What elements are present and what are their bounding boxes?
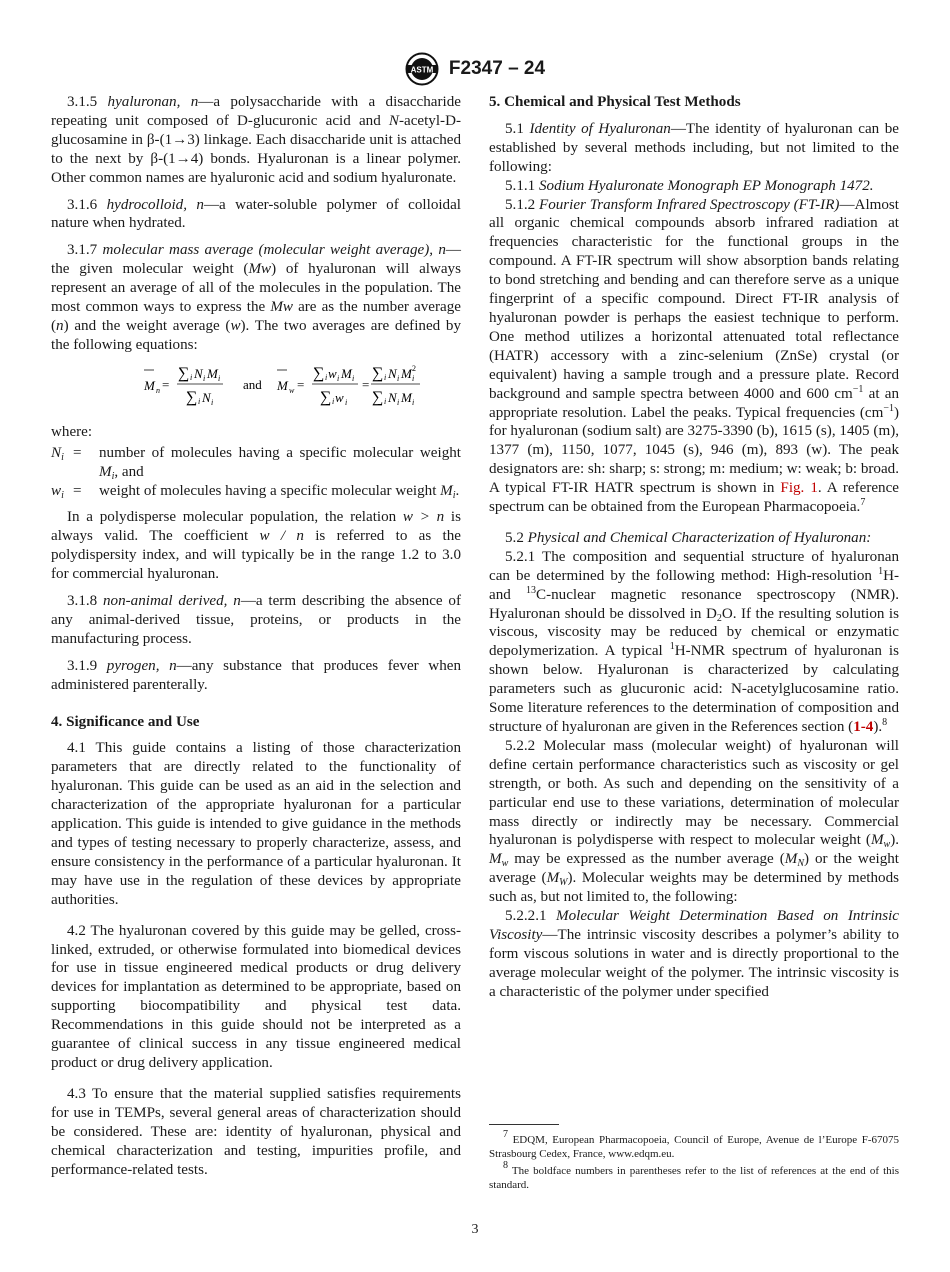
svg-text:w: w bbox=[289, 385, 295, 395]
svg-text:i: i bbox=[337, 373, 340, 383]
svg-text:N: N bbox=[194, 365, 203, 381]
para-3-1-8: 3.1.8 non-animal derived, n—a term describing the absence of any animal-derived tissue, proteins, or products in the manufacturing process. bbox=[51, 593, 461, 647]
svg-text:i: i bbox=[412, 397, 415, 407]
variable-definitions bbox=[51, 444, 461, 501]
para-5-1-2: 5.1.2 Fourier Transform Infrared Spectroscopy (FT-IR)—Almost all organic chemical compounds absorb infrared radiation at frequencies characteristic for the functional groups in the compound. A FT-IR spectrum will show absorption bands relating to bond stretching and bending and can therefore serve as a unique fingerprint of a specific compound. Direct FT-IR analysis of hyaluronan powder is perhaps the easiest technique to perform. One method utilizes a horizontal attenuated total reflectance (HATR) accessory with a zinc-selenium (ZnSe) crystal (or equivalent) having a sample trough and a pressure plate. Record background and sample spectra between 4000 and 600 $cm^{-1}$ at an appropriate resolution. Label the peaks. Typical frequencies $(cm^{-1})$ for hyaluronan (sodium salt) are 3275-3390 (b), 1615 (s), 1405 (m), 1377 (m), 1150, 1077, 1045 (s), 946 (m), 893 (w). The peak designators are: sh: sharp; s: strong; m: medium; w: weak; b: broad. A typical FT-IR HATR spectrum is shown in Fig. 1. A reference spectrum can be obtained from the European Pharmacopoeia.$^7$ bbox=[489, 196, 899, 516]
footnote-7-ref[interactable]: 7 bbox=[860, 497, 866, 509]
figure-1-link[interactable]: Fig. 1 bbox=[780, 480, 818, 497]
svg-text:M: M bbox=[401, 389, 412, 405]
definition-ni: $N_i$ = number of molecules having a specific molecular weight $M_i$, and bbox=[51, 444, 461, 482]
svg-text:i: i bbox=[198, 396, 201, 406]
para-5-2: 5.2 Physical and Chemical Characterization of Hyaluronan: bbox=[505, 529, 872, 546]
footnote-divider bbox=[489, 1124, 559, 1125]
svg-text:∑: ∑ bbox=[178, 364, 190, 382]
svg-text:∑: ∑ bbox=[372, 388, 384, 406]
svg-text:M: M bbox=[144, 377, 155, 393]
svg-text:∑: ∑ bbox=[372, 364, 384, 382]
para-5-1-1: 5.1.1 Sodium Hyaluronate Monograph EP Monograph 1472. bbox=[505, 177, 874, 194]
svg-text:i: i bbox=[325, 372, 328, 382]
astm-logo bbox=[405, 52, 439, 86]
svg-text:i: i bbox=[203, 373, 206, 383]
svg-text:N: N bbox=[388, 389, 397, 405]
svg-text:i: i bbox=[397, 373, 400, 383]
svg-text:M: M bbox=[207, 365, 218, 381]
para-4-3: 4.3 To ensure that the material supplied satisfies requirements for use in TEMPs, several general areas of characterization should be considered. These are: identity of hyaluronan, physical and chemical characterization and testing, impurities profile, and performance-related tests. bbox=[51, 1085, 461, 1178]
para-5-2-1: 5.2.1 The composition and sequential structure of hyaluronan can be determined by the following method: High-resolution $^1$H- and $^{13}$C-nuclear magnetic resonance spectroscopy (NMR). Hyaluronan should be dissolved in $D_2O$. If the resulting solution is viscous, viscosity may be reduced by chemical or enzymatic depolymerization. A typical $^1$H-NMR spectrum of hyaluronan is shown below. Hyaluronan is characterized by calculating parameters such as glucuronic acid: N-acetylglucosamine ratio. Some literature references to the determination of composition and structure of hyaluronan are given in the References section (1-4).$^8$ bbox=[489, 548, 899, 735]
svg-text:∑: ∑ bbox=[186, 388, 198, 406]
footnote-8: $^8$ The boldface numbers in parentheses refer to the list of references at the end of this standard. bbox=[489, 1159, 899, 1192]
para-4-2: 4.2 The hyaluronan covered by this guide may be gelled, cross-linked, extruded, or otherwise formulated into biomedical devices for use in tissue engineered medical products or drug delivery devices for implantation as determined to be appropriate, based on supporting biocompatibility and physical test data. Recommendations in this guide should not be interpreted as a guarantee of clinical success in any tissue engineered medical product or drug delivery application. bbox=[51, 922, 461, 1071]
svg-text:n: n bbox=[156, 385, 160, 395]
svg-text:N: N bbox=[388, 365, 397, 381]
page-header bbox=[0, 52, 950, 86]
svg-text:i: i bbox=[190, 372, 193, 382]
svg-text:i: i bbox=[412, 373, 415, 383]
svg-text:∑: ∑ bbox=[320, 388, 332, 406]
svg-text:=: = bbox=[162, 376, 170, 392]
page-number: 3 bbox=[471, 1222, 479, 1237]
footnote-8-ref[interactable]: 8 bbox=[882, 717, 888, 728]
left-column bbox=[51, 93, 461, 1187]
svg-text:ASTM: ASTM bbox=[410, 65, 434, 75]
svg-text:i: i bbox=[384, 372, 387, 382]
molecular-weight-equations bbox=[51, 359, 461, 411]
para-3-1-5: 3.1.5 hyaluronan, n—a polysaccharide with a disaccharide repeating unit composed of D-glucuronic acid and N-acetyl-D-glucosamine in β-(1→3) linkage. Each disaccharide unit is attached to the next by β-(1→4) bonds. Hyaluronan is a linear polymer. Other common names are hyaluronic acid and sodium hyaluronate. bbox=[51, 94, 461, 186]
where-label: where: bbox=[51, 423, 93, 440]
para-4-1: 4.1 This guide contains a listing of those characterization parameters that are directly related to the functionality of hyaluronan. This guide can be used as an aid in the selection and characterization of the appropriate hyaluronan for a particular application. This guide is intended to give guidance in the methods and types of testing necessary to properly characterize, assess, and ensure consistency in the performance of a particular hyaluronan. It may have use in the regulation of these devices by appropriate authorities. bbox=[51, 740, 461, 908]
svg-text:i: i bbox=[332, 396, 335, 406]
para-3-1-7: 3.1.7 molecular mass average (molecular weight average), n—the given molecular weight (Mw) of hyaluronan will always represent an average of all of the molecules in the population. The most common ways to express the Mw are as the number average (n) and the weight average (w). The two averages are defined by the following equations: bbox=[51, 242, 462, 353]
svg-text:2: 2 bbox=[412, 363, 416, 373]
svg-text:i: i bbox=[352, 373, 355, 383]
svg-text:i: i bbox=[218, 373, 221, 383]
svg-text:i: i bbox=[211, 397, 214, 407]
para-3-1-9: 3.1.9 pyrogen, n—any substance that produces fever when administered parenterally. bbox=[51, 657, 461, 693]
section-4-heading: 4. Significance and Use bbox=[51, 713, 200, 730]
para-5-2-2-1: 5.2.2.1 Molecular Weight Determination Based on Intrinsic Viscosity—The intrinsic viscosity describes a polymer’s ability to form viscous solutions in water and is directly proportional to the average molecular weight of the polymer. The intrinsic viscosity is a characteristic of the polymer under specified bbox=[489, 908, 899, 1000]
svg-text:and: and bbox=[243, 376, 262, 392]
definition-wi: $w_i$ = weight of molecules having a specific molecular weight $M_i$. bbox=[51, 482, 460, 501]
references-1-4-link[interactable]: 1-4 bbox=[853, 719, 874, 735]
svg-text:∑: ∑ bbox=[313, 364, 325, 382]
section-5-heading: 5. Chemical and Physical Test Methods bbox=[489, 94, 741, 110]
footnote-7: $^7$ EDQM, European Pharmacopoeia, Council of Europe, Avenue de l’Europe F-67075 Strasbourg Cedex, France, www.edqm.eu. bbox=[489, 1129, 900, 1161]
para-3-1-6: 3.1.6 hydrocolloid, n—a water-soluble polymer of colloidal nature when hydrated. bbox=[51, 196, 461, 232]
svg-text:M: M bbox=[401, 365, 412, 381]
svg-text:i: i bbox=[384, 396, 387, 406]
svg-text:M: M bbox=[341, 365, 352, 381]
para-5-2-2: 5.2.2 Molecular mass (molecular weight) of hyaluronan will define certain performance characteristics such as viscosity or gel strength, or both. As such and depending on the sensitivity of a particular end use to these variations, determination of molecular mass directly or indirectly may be necessary. Commercial hyaluronan is polydisperse with respect to molecular weight $(M_w)$. $M_w$ may be expressed as the number average $(M_N)$ or the weight average $(M_W)$. Molecular weights may be determined by methods such as, but not limited to, the following: bbox=[489, 737, 900, 906]
svg-text:i: i bbox=[397, 397, 400, 407]
para-5-1: 5.1 Identity of Hyaluronan—The identity of hyaluronan can be established by several methods including, but not limited to the following: bbox=[489, 120, 899, 175]
document-id: F2347 – 24 bbox=[448, 58, 546, 79]
svg-text:=: = bbox=[297, 376, 305, 392]
svg-text:w: w bbox=[335, 389, 344, 405]
svg-text:=: = bbox=[362, 376, 370, 392]
svg-text:N: N bbox=[202, 389, 211, 405]
svg-text:w: w bbox=[328, 365, 337, 381]
svg-text:M: M bbox=[277, 377, 288, 393]
svg-text:i: i bbox=[345, 397, 348, 407]
footnotes bbox=[489, 1129, 900, 1195]
para-polydispersity: In a polydisperse molecular population, the relation w > n is always valid. The coefficient w / n is referred to as the polydispersity index, and will typically be in the range 1.2 to 3.0 for commercial hyaluronan. bbox=[51, 509, 461, 583]
right-column bbox=[489, 93, 899, 1002]
